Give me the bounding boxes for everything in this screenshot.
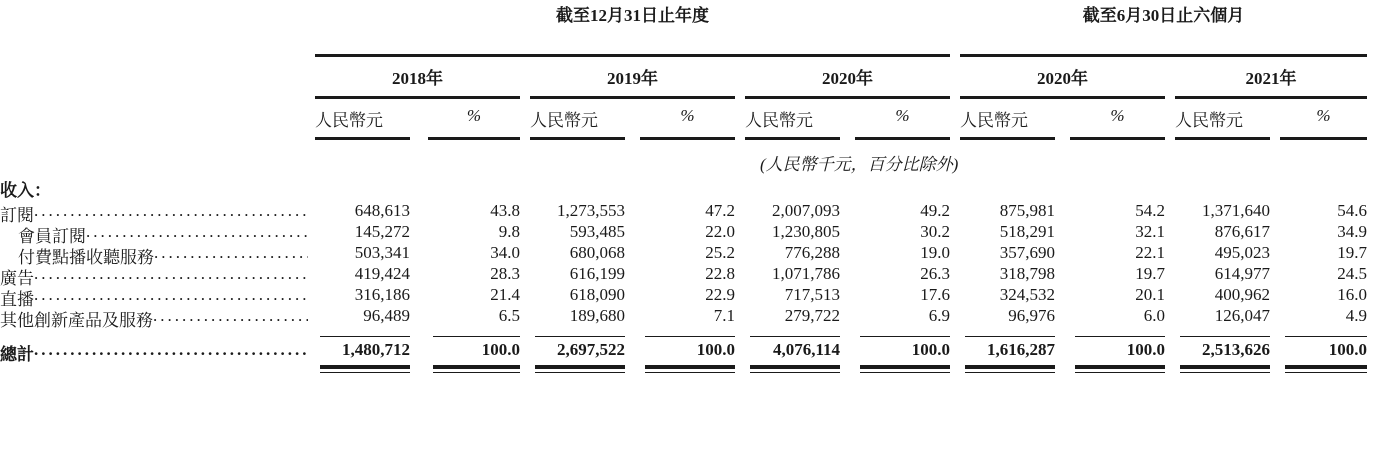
rmb-value: 1,071,786 xyxy=(772,264,840,283)
year-header: 2020年 xyxy=(1037,69,1088,88)
total-double-rule xyxy=(1180,365,1270,369)
year-rule xyxy=(315,96,520,99)
year-rule xyxy=(745,96,950,99)
pct-value: 22.0 xyxy=(705,222,735,241)
rmb-value: 96,976 xyxy=(1008,306,1055,325)
rmb-value: 1,273,553 xyxy=(557,201,625,220)
rmb-column-header: 人民幣元 xyxy=(1175,111,1243,130)
total-double-rule xyxy=(433,365,520,369)
year-header: 2019年 xyxy=(607,69,658,88)
pct-value: 16.0 xyxy=(1337,285,1367,304)
subtotal-rule xyxy=(433,336,520,337)
pct-value: 22.1 xyxy=(1135,243,1165,262)
rmb-value: 876,617 xyxy=(1214,222,1270,241)
rmb-value: 648,613 xyxy=(354,201,410,220)
dot-leader xyxy=(153,306,308,331)
total-double-rule xyxy=(750,365,840,369)
pct-value: 34.0 xyxy=(490,243,520,262)
rmb-value: 616,199 xyxy=(569,264,625,283)
rmb-column-header: 人民幣元 xyxy=(960,111,1028,130)
rmb-value: 2,697,522 xyxy=(557,340,625,359)
subtotal-rule xyxy=(1180,336,1270,337)
pct-column-header: % xyxy=(1316,106,1331,125)
pct-value: 24.5 xyxy=(1337,264,1367,283)
total-double-rule xyxy=(860,372,950,373)
rmb-value: 1,480,712 xyxy=(342,340,410,359)
total-double-rule xyxy=(965,372,1055,373)
rmb-value: 279,722 xyxy=(784,306,840,325)
group-rule xyxy=(315,54,950,57)
row-label: 廣告 xyxy=(0,269,34,288)
pct-value: 49.2 xyxy=(920,201,950,220)
pct-value: 43.8 xyxy=(490,201,520,220)
rmb-value: 419,424 xyxy=(354,264,410,283)
rmb-value: 1,230,805 xyxy=(772,222,840,241)
header-six-months: 截至6月30日止六個月 xyxy=(1082,6,1245,25)
pct-value: 9.8 xyxy=(498,222,520,241)
rmb-value: 717,513 xyxy=(784,285,840,304)
section-title: 收入： xyxy=(0,181,51,200)
pct-value: 4.9 xyxy=(1345,306,1367,325)
subtotal-rule xyxy=(1075,336,1165,337)
pct-value: 34.9 xyxy=(1337,222,1367,241)
rmb-value: 503,341 xyxy=(354,243,410,262)
column-rule xyxy=(855,137,950,140)
rmb-value: 614,977 xyxy=(1214,264,1270,283)
rmb-value: 593,485 xyxy=(569,222,625,241)
rmb-value: 400,962 xyxy=(1214,285,1270,304)
rmb-value: 96,489 xyxy=(363,306,410,325)
pct-value: 7.1 xyxy=(713,306,735,325)
pct-column-header: % xyxy=(1110,106,1125,125)
row-label: 付費點播收聽服務 xyxy=(18,248,154,267)
column-rule xyxy=(1280,137,1367,140)
year-rule xyxy=(960,96,1165,99)
column-rule xyxy=(315,137,410,140)
column-rule xyxy=(640,137,735,140)
total-double-rule xyxy=(645,372,735,373)
total-double-rule xyxy=(1180,372,1270,373)
rmb-value: 189,680 xyxy=(569,306,625,325)
pct-value: 100.0 xyxy=(696,340,735,359)
column-rule xyxy=(1070,137,1165,140)
pct-value: 26.3 xyxy=(920,264,950,283)
pct-column-header: % xyxy=(466,106,482,125)
rmb-column-header: 人民幣元 xyxy=(315,111,383,130)
column-rule xyxy=(960,137,1055,140)
pct-value: 30.2 xyxy=(920,222,950,241)
total-double-rule xyxy=(320,365,410,369)
total-double-rule xyxy=(1285,372,1367,373)
rmb-value: 4,076,114 xyxy=(772,340,840,359)
pct-value: 32.1 xyxy=(1135,222,1165,241)
pct-value: 47.2 xyxy=(705,201,735,220)
pct-value: 100.0 xyxy=(1328,340,1367,359)
year-header: 2021年 xyxy=(1245,69,1297,88)
pct-value: 54.2 xyxy=(1135,201,1165,220)
row-label: 訂閱 xyxy=(0,206,34,225)
rmb-value: 1,371,640 xyxy=(1202,201,1270,220)
total-double-rule xyxy=(535,372,625,373)
pct-value: 22.8 xyxy=(705,264,735,283)
column-rule xyxy=(745,137,840,140)
total-row xyxy=(0,340,308,365)
rmb-value: 2,513,626 xyxy=(1202,340,1270,359)
subtotal-rule xyxy=(860,336,950,337)
subtotal-rule xyxy=(750,336,840,337)
pct-value: 19.7 xyxy=(1337,243,1367,262)
table-row xyxy=(0,306,308,331)
year-header: 2020年 xyxy=(822,69,873,88)
total-double-rule xyxy=(965,365,1055,369)
rmb-column-header: 人民幣元 xyxy=(530,111,598,130)
row-label: 直播 xyxy=(0,290,34,309)
year-header: 2018年 xyxy=(392,69,443,88)
header-fiscal-year: 截至12月31日止年度 xyxy=(556,6,709,25)
total-double-rule xyxy=(1075,365,1165,369)
pct-value: 22.9 xyxy=(705,285,735,304)
pct-value: 6.0 xyxy=(1143,306,1165,325)
row-label: 總計 xyxy=(0,345,34,364)
pct-value: 17.6 xyxy=(920,285,950,304)
pct-value: 100.0 xyxy=(481,340,520,359)
rmb-value: 776,288 xyxy=(784,243,840,262)
pct-value: 100.0 xyxy=(911,340,950,359)
total-double-rule xyxy=(1075,372,1165,373)
pct-value: 28.3 xyxy=(490,264,520,283)
subtotal-rule xyxy=(535,336,625,337)
total-double-rule xyxy=(1285,365,1367,369)
pct-value: 54.6 xyxy=(1337,201,1367,220)
rmb-column-header: 人民幣元 xyxy=(745,111,813,130)
subtotal-rule xyxy=(645,336,735,337)
rmb-value: 357,690 xyxy=(999,243,1055,262)
rmb-value: 680,068 xyxy=(569,243,625,262)
rmb-value: 518,291 xyxy=(999,222,1055,241)
column-rule xyxy=(1175,137,1270,140)
subtotal-rule xyxy=(1285,336,1367,337)
pct-value: 20.1 xyxy=(1135,285,1165,304)
rmb-value: 875,981 xyxy=(999,201,1055,220)
pct-value: 21.4 xyxy=(490,285,520,304)
total-double-rule xyxy=(645,365,735,369)
unit-note: (人民幣千元，百分比除外) xyxy=(760,155,959,174)
dot-leader xyxy=(34,340,308,365)
group-rule xyxy=(960,54,1367,57)
total-double-rule xyxy=(433,372,520,373)
subtotal-rule xyxy=(320,336,410,337)
pct-value: 25.2 xyxy=(705,243,735,262)
pct-value: 19.0 xyxy=(920,243,950,262)
rmb-value: 324,532 xyxy=(999,285,1055,304)
pct-value: 100.0 xyxy=(1126,340,1165,359)
year-rule xyxy=(1175,96,1367,99)
rmb-value: 618,090 xyxy=(569,285,625,304)
pct-value: 19.7 xyxy=(1135,264,1165,283)
row-label: 其他創新產品及服務 xyxy=(0,311,153,330)
rmb-value: 145,272 xyxy=(354,222,410,241)
total-double-rule xyxy=(320,372,410,373)
pct-value: 6.9 xyxy=(928,306,950,325)
total-double-rule xyxy=(750,372,840,373)
column-rule xyxy=(428,137,520,140)
column-rule xyxy=(530,137,625,140)
total-double-rule xyxy=(860,365,950,369)
year-rule xyxy=(530,96,735,99)
rmb-value: 316,186 xyxy=(354,285,410,304)
subtotal-rule xyxy=(965,336,1055,337)
rmb-value: 1,616,287 xyxy=(987,340,1055,359)
rmb-value: 495,023 xyxy=(1214,243,1270,262)
total-double-rule xyxy=(535,365,625,369)
pct-column-header: % xyxy=(680,106,695,125)
pct-value: 6.5 xyxy=(498,306,520,325)
rmb-value: 318,798 xyxy=(999,264,1055,283)
pct-column-header: % xyxy=(895,106,910,125)
row-label: 會員訂閱 xyxy=(18,227,86,246)
rmb-value: 2,007,093 xyxy=(772,201,840,220)
rmb-value: 126,047 xyxy=(1214,306,1270,325)
